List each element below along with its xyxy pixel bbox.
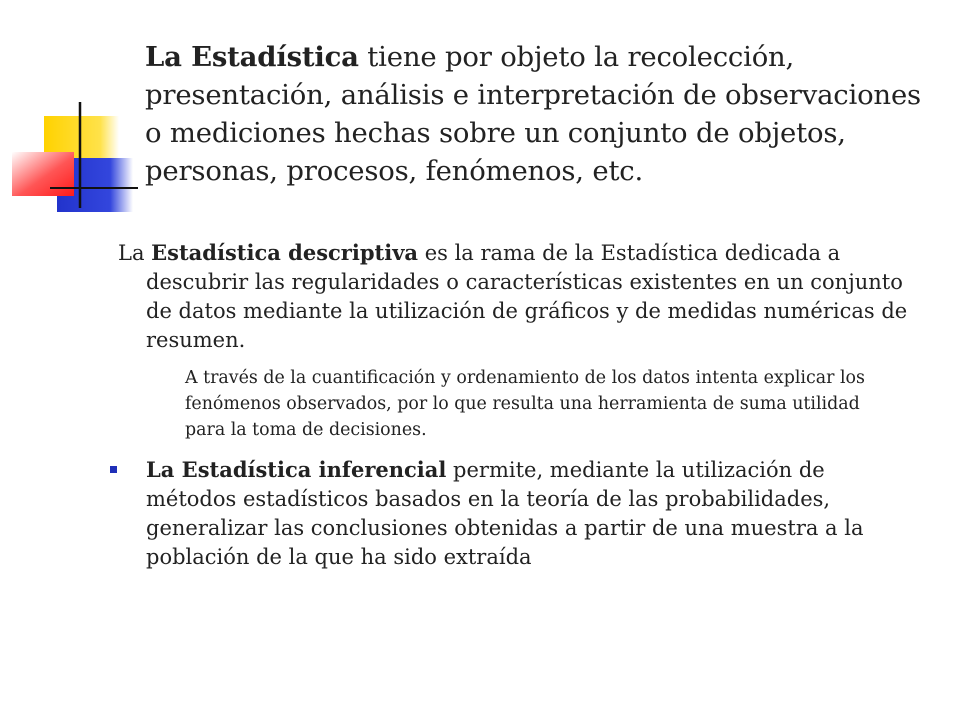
title-text: tiene por objeto la recolección, presentación, análisis e interpretación de observaciones o mediciones hechas sobre un conjunto de objetos, personas, procesos, fenómenos, etc. [145,41,921,187]
inferencial-text: permite, mediante la utilización de métodos estadísticos basados en la teoría de las probabilidades, generalizar las conclusiones obtenidas a partir de una muestra a la población de la que ha sido extraída [146,458,864,569]
title-bold: La Estadística [145,41,359,73]
decorative-blocks-icon [0,0,140,220]
descriptiva-text: es la rama de la Estadística dedicada a descubrir las regularidades o características existentes en un conjunto de datos mediante la utilización de gráficos y de medidas numéricas de resumen. [146,241,908,352]
page-title [145,38,935,190]
square-bullet-icon [110,466,117,473]
inferencial-list-item [118,455,918,572]
descriptiva-paragraph [118,238,918,355]
content-body [118,238,918,572]
descriptiva-bold: Estadística descriptiva [151,240,419,265]
sub-paragraph: A través de la cuantificación y ordenamiento de los datos intenta explicar los fenómenos observados, por lo que resulta una herramienta de suma utilidad para la toma de decisiones. [185,368,865,440]
inferencial-bold: La Estadística inferencial [146,457,447,482]
descriptiva-lead: La [118,241,152,265]
